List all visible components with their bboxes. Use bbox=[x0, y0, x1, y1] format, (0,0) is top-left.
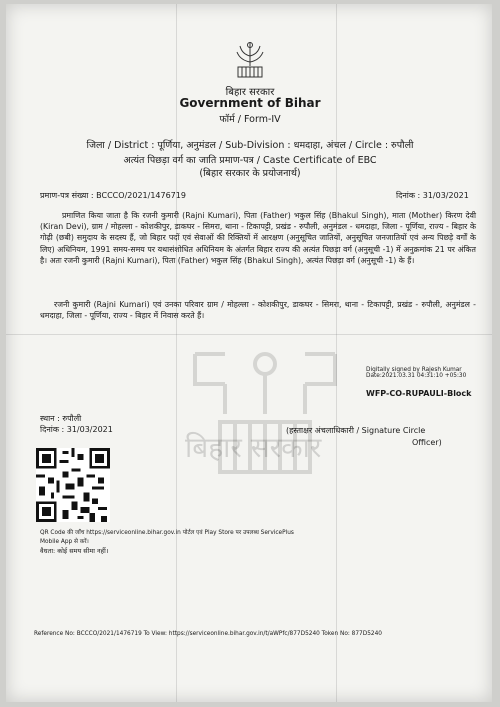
certificate-paragraph-2: रजनी कुमारी (Rajni Kumari) एवं उनका परिवार ग्राम / मोहल्ला - कोशकीपुर, डाकघर - सिमरा, थाना - टिकापट्टी, प्रखंड - रुपौली, अनुमंडल - धमदाहा, जिला - पूर्णिया, राज्य - बिहार में निवास करते हैं। bbox=[40, 300, 476, 321]
digital-sign-line-2: Date:2021.03.31 04:31:10 +05:30 bbox=[366, 373, 467, 379]
paper-fold bbox=[6, 334, 492, 335]
validity-note: वैधता: कोई समय सीमा नहीं। bbox=[40, 547, 109, 555]
certificate-date: दिनांक : 31/03/2021 bbox=[396, 191, 469, 200]
block-code: WFP-CO-RUPAULI-Block bbox=[366, 389, 472, 398]
qr-note-line-2: Mobile App से करें। bbox=[40, 539, 89, 545]
certificate-number: प्रमाण-पत्र संख्या : BCCCO/2021/1476719 bbox=[40, 191, 186, 200]
watermark-emblem-icon bbox=[175, 344, 355, 494]
certificate-title: अत्यंत पिछड़ा वर्ग का जाति प्रमाण-पत्र / Caste Certificate of EBC bbox=[123, 155, 377, 166]
form-label: फॉर्म / Form-IV bbox=[219, 114, 281, 125]
certificate-subtitle: (बिहार सरकार के प्रयोजनार्थ) bbox=[199, 168, 301, 179]
header-state-english: Government of Bihar bbox=[179, 96, 321, 110]
location-line: जिला / District : पूर्णिया, अनुमंडल / Sub-Division : धमदाहा, अंचल / Circle : रुपौली bbox=[86, 140, 414, 151]
bihar-emblem-icon bbox=[232, 40, 268, 80]
digital-sign-line-1: Digitally signed by Rajesh Kumar bbox=[366, 367, 462, 373]
footer-reference: Reference No: BCCCO/2021/1476719 To View: https://serviceonline.bihar.gov.in/t/aWPfc/877D5240 Token No: 877D5240 bbox=[34, 631, 382, 637]
place-label: स्थान : रुपौली bbox=[40, 414, 82, 423]
certificate-paragraph-1: प्रमाणित किया जाता है कि रजनी कुमारी (Rajni Kumari), पिता (Father) भकुल सिंह (Bhakul Singh), माता (Mother) किरण देवी (Kiran Devi), ग्राम / मोहल्ला - कोशकीपुर, डाकघर - सिमरा, थाना - टिकापट्टी, प्रखंड - रुपौली, अनुमंडल - धमदाहा, जिला - पूर्णिया, राज्य - बिहार के गोढ़ी (छबी) समुदाय के सदस्य हैं, जो बिहार पदों एवं सेवाओं की रिक्तियों में आरक्षण (अनुसूचित जातियों, अनुसूचित जनजातियों एवं अन्य पिछड़े वर्गों के लिए) अधिनियम, 1991 समय-समय पर यथासंशोधित अधिनियम के अंतर्गत बिहार राज्य की अत्यंत पिछड़ा वर्ग (अनुसूची -1) में अनुक्रमांक 21 पर अंकित है। अतः रजनी कुमारी (Rajni Kumari), पिता (Father) भकुल सिंह (Bhakul Singh), अत्यंत पिछड़ा वर्ग (अनुसूची -1) के हैं। bbox=[40, 211, 476, 265]
signature-line-2: Officer) bbox=[412, 438, 442, 447]
signature-line-1: (हस्ताक्षर अंचलाधिकारी / Signature Circle bbox=[286, 426, 426, 435]
header-state-hindi: बिहार सरकार bbox=[225, 87, 275, 98]
qr-note-line-1: QR Code की जाँच https://serviceonline.bihar.gov.in पोर्टल एवं Play Store पर उपलब्ध ServicePlus bbox=[40, 530, 294, 536]
watermark-text: बिहार सरकार bbox=[185, 431, 322, 464]
qr-code-icon bbox=[36, 448, 110, 522]
place-date: दिनांक : 31/03/2021 bbox=[40, 425, 113, 434]
